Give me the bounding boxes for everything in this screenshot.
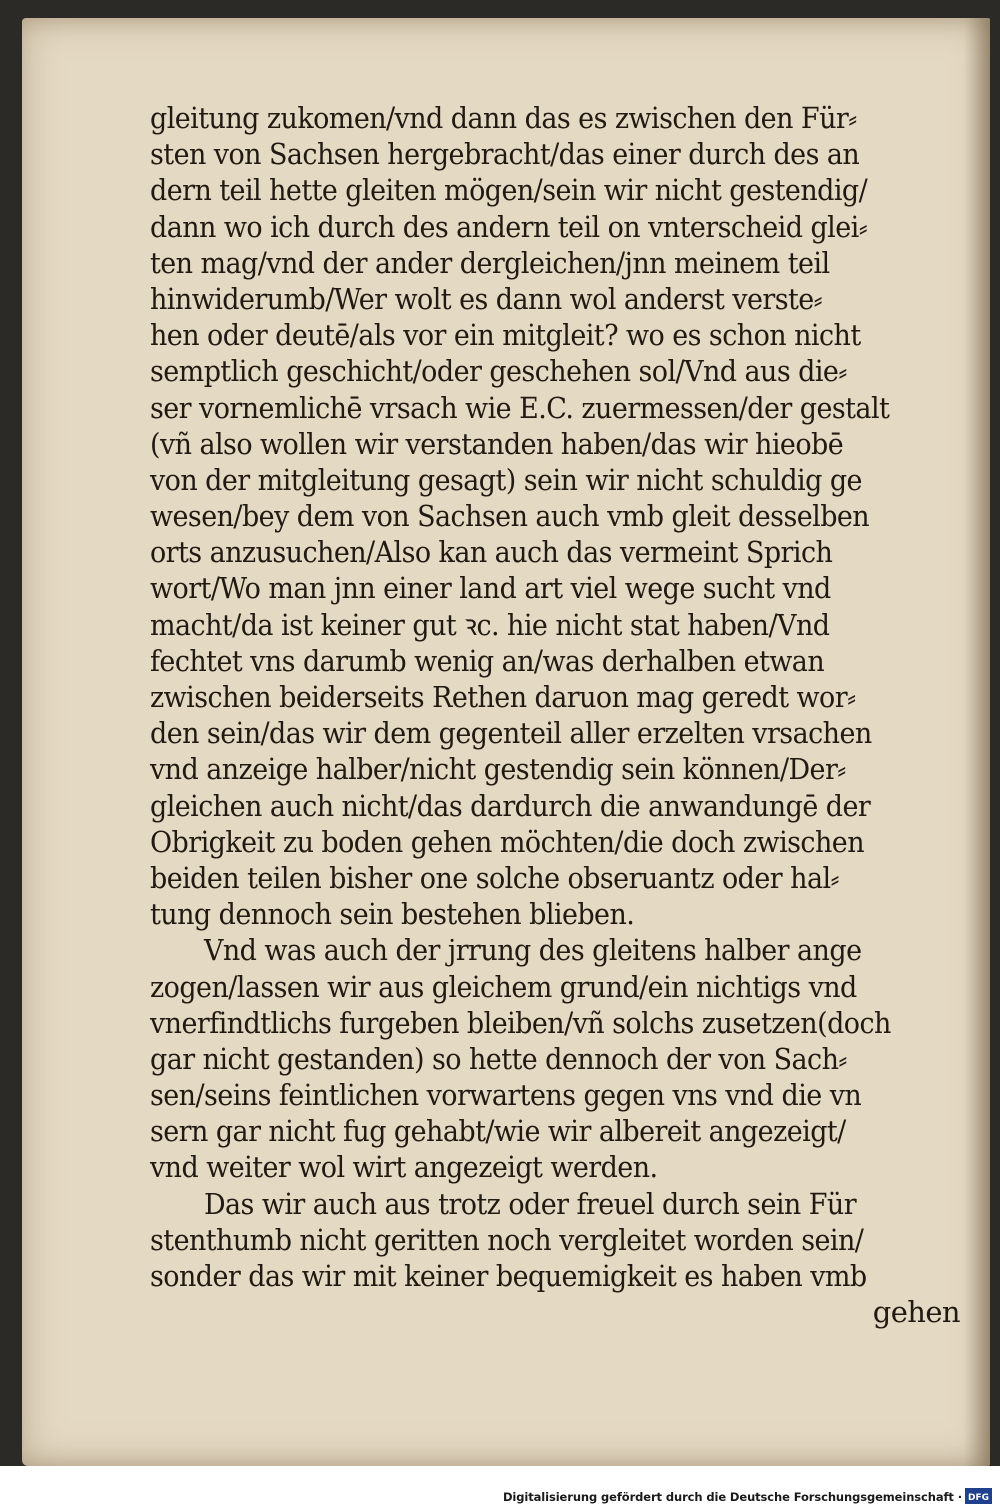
- text-line: orts anzusuchen/Also kan auch das vermeint Sprich: [150, 535, 833, 570]
- funding-credit: Digitalisierung gefördert durch die Deutsche Forschungsgemeinschaft ·: [502, 1490, 962, 1504]
- dfg-logo: [965, 1488, 992, 1504]
- text-line: beiden teilen bisher one solche obseruantz oder hal⸗: [150, 860, 839, 895]
- text-line: sern gar nicht fug gehabt/wie wir albereit angezeigt/: [150, 1114, 846, 1149]
- text-line: vnerfindtlichs furgeben bleiben/vñ solchs zusetzen(doch: [150, 1005, 891, 1040]
- text-line: ser vornemlichē vrsach wie E.C. zuermessen/der gestalt: [150, 390, 890, 425]
- text-line: (vñ also wollen wir verstanden haben/das wir hieobē: [150, 426, 844, 461]
- text-line: stenthumb nicht geritten noch vergleitet worden sein/: [150, 1222, 864, 1257]
- text-line: hen oder deutē/als vor ein mitgleit? wo es schon nicht: [150, 318, 861, 353]
- text-line: den sein/das wir dem gegenteil aller erzelten vrsachen: [150, 716, 872, 751]
- paragraph-start-line: Das wir auch aus trotz oder freuel durch sein Für: [203, 1186, 857, 1221]
- text-line: sten von Sachsen hergebracht/das einer durch des an: [150, 137, 860, 172]
- text-line: macht/da ist keiner gut ꝛc. hie nicht stat haben/Vnd: [150, 607, 830, 642]
- text-line: vnd anzeige halber/nicht gestendig sein können/Der⸗: [150, 752, 846, 787]
- text-line: tung dennoch sein bestehen blieben.: [150, 897, 635, 932]
- text-line: wesen/bey dem von Sachsen auch vmb gleit desselben: [150, 499, 870, 534]
- text-line: zogen/lassen wir aus gleichem grund/ein nichtigs vnd: [150, 969, 857, 1004]
- text-line: sen/seins feintlichen vorwartens gegen vns vnd die vn: [150, 1078, 862, 1113]
- text-line: gleitung zukomen/vnd dann das es zwischen den Für⸗: [150, 101, 857, 135]
- text-line: gar nicht gestanden) so hette dennoch der von Sach⸗: [150, 1041, 847, 1076]
- text-line: Obrigkeit zu boden gehen möchten/die doch zwischen: [150, 824, 865, 859]
- paragraph-start-line: Vnd was auch der jrrung des gleitens halber ange: [203, 933, 862, 968]
- catchword: gehen: [872, 1295, 960, 1330]
- text-line: sonder das wir mit keiner bequemigkeit es haben vmb: [150, 1259, 867, 1293]
- page-text: [150, 100, 980, 1330]
- text-line: hinwiderumb/Wer wolt es dann wol anderst verste⸗: [150, 281, 823, 316]
- dfg-logo-text: DFG: [967, 1493, 990, 1503]
- text-line: gleichen auch nicht/das dardurch die anwandungē der: [150, 788, 871, 823]
- text-line: wort/Wo man jnn einer land art viel wege sucht vnd: [150, 571, 831, 606]
- text-line: vnd weiter wol wirt angezeigt werden.: [150, 1150, 658, 1185]
- text-line: von der mitgleitung gesagt) sein wir nicht schuldig ge: [150, 462, 862, 497]
- text-line: dann wo ich durch des andern teil on vnterscheid glei⸗: [150, 209, 868, 244]
- text-line: ten mag/vnd der ander dergleichen/jnn meinem teil: [150, 245, 830, 280]
- text-line: semptlich geschicht/oder geschehen sol/Vnd aus die⸗: [150, 354, 847, 389]
- text-line: fechtet vns darumb wenig an/was derhalben etwan: [150, 643, 825, 678]
- text-line: dern teil hette gleiten mögen/sein wir nicht gestendig/: [150, 173, 868, 208]
- text-line: zwischen beiderseits Rethen daruon mag geredt wor⸗: [150, 680, 856, 714]
